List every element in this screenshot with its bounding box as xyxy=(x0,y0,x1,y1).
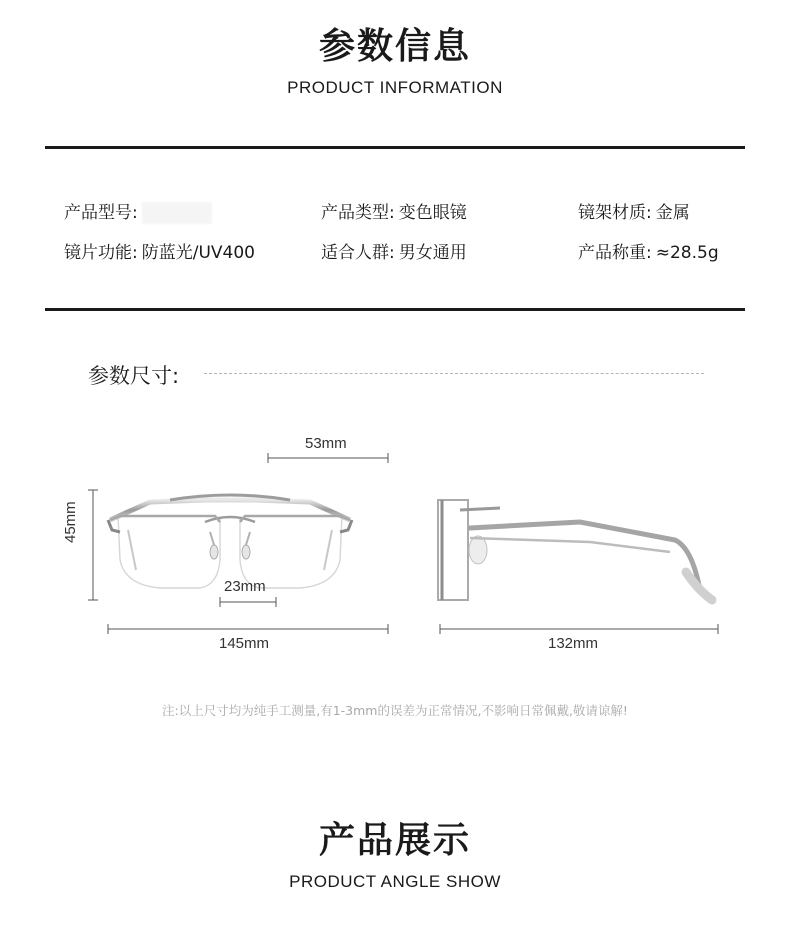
spec-model xyxy=(64,198,212,224)
spec-type xyxy=(321,198,467,223)
dim-lens-height: 45mm xyxy=(62,501,79,543)
dotted-line xyxy=(204,373,704,374)
front-dimension-lines xyxy=(60,440,400,640)
spec-weight-value: ≈28.5g xyxy=(655,243,719,263)
spec-weight xyxy=(578,238,719,263)
spec-fit xyxy=(321,238,467,263)
spec-frame-label: 镜架材质: xyxy=(578,203,652,223)
bottom-divider xyxy=(45,308,745,311)
spec-type-value: 变色眼镜 xyxy=(398,203,467,223)
dim-lens-width: 53mm xyxy=(305,435,347,452)
spec-fit-value: 男女通用 xyxy=(398,243,467,263)
spec-frame xyxy=(578,198,690,223)
measurement-note: 注:以上尺寸均为纯手工测量,有1-3mm的误差为正常情况,不影响日常佩戴,敬请谅解! xyxy=(162,703,628,718)
spec-frame-value: 金属 xyxy=(655,203,690,223)
spec-weight-label: 产品称重: xyxy=(578,243,652,263)
dimensions-heading: 参数尺寸: xyxy=(88,364,180,388)
dim-total-width: 145mm xyxy=(219,635,270,652)
spec-lens-value: 防蓝光/UV400 xyxy=(141,243,255,263)
spec-type-label: 产品类型: xyxy=(321,203,395,223)
showcase-title: 产品展示 xyxy=(318,820,471,861)
dim-temple-length: 132mm xyxy=(548,635,599,652)
showcase-subtitle: PRODUCT ANGLE SHOW xyxy=(289,872,501,891)
page-title: 参数信息 xyxy=(318,26,471,67)
spec-model-value-redacted xyxy=(142,202,212,224)
spec-fit-label: 适合人群: xyxy=(321,243,395,263)
glasses-side-view xyxy=(430,480,730,620)
spec-lens-label: 镜片功能: xyxy=(64,243,138,263)
top-divider xyxy=(45,146,745,149)
page-subtitle: PRODUCT INFORMATION xyxy=(287,78,503,97)
spec-lens xyxy=(64,238,255,263)
spec-model-label: 产品型号: xyxy=(64,203,138,223)
dim-bridge: 23mm xyxy=(224,578,266,595)
